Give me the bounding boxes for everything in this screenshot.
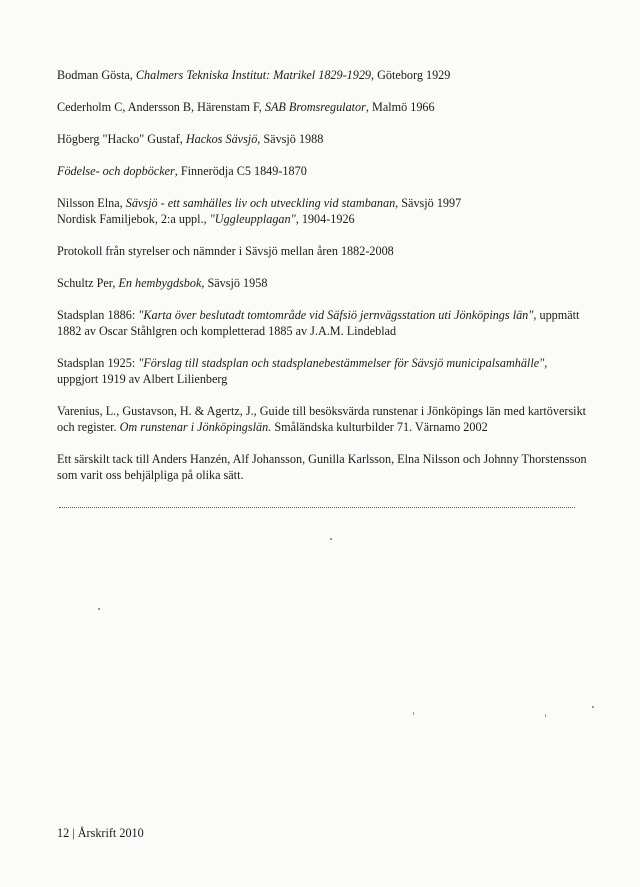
reference-text: Cederholm C, Andersson B, Härenstam F, [57, 100, 265, 114]
reference-text: , Malmö 1966 [365, 100, 435, 114]
reference-list [57, 67, 587, 483]
reference-text: , Sävsjö 1958 [201, 276, 268, 290]
reference-title: En hembygdsbok [118, 276, 202, 290]
reference-entry [57, 211, 587, 227]
reference-title: "Karta över beslutadt tomtområde vid Säfsiö jernvägsstation uti Jönköpings län" [138, 308, 534, 322]
scan-speck [592, 706, 594, 708]
reference-text: , 1904-1926 [295, 212, 355, 226]
reference-text: Stadsplan 1925: [57, 356, 139, 370]
page-footer: 12 | Årskrift 2010 [57, 826, 144, 840]
reference-text: Nordisk Familjebok, 2:a uppl., [57, 212, 210, 226]
reference-text: Småländska kulturbilder 71. Värnamo 2002 [271, 420, 488, 434]
scan-speck [98, 608, 100, 610]
reference-text: Varenius, L., Gustavson, H. & Agertz, J., Guide till besöksvärda runstenar i Jönköpings län med kartöversikt och register. [57, 404, 587, 434]
reference-entry [57, 67, 587, 83]
reference-text: Högberg "Hacko" Gustaf, [57, 132, 186, 146]
reference-entry [57, 307, 587, 339]
reference-entry [57, 243, 587, 259]
reference-text: Protokoll från styrelser och nämnder i Sävsjö mellan åren 1882-2008 [57, 244, 394, 258]
reference-text: , Göteborg 1929 [371, 68, 451, 82]
scan-speck [330, 538, 332, 540]
reference-entry [57, 451, 587, 483]
reference-title: Sävsjö - ett samhälles liv och utveckling vid stambanan [125, 196, 396, 210]
reference-text: Bodman Gösta, [57, 68, 136, 82]
reference-text: , uppgjort 1919 av Albert Lilienberg [57, 356, 548, 386]
reference-entry [57, 163, 587, 179]
reference-title: SAB Bromsregulator [264, 100, 366, 114]
reference-text: , uppmätt 1882 av Oscar Ståhlgren och kompletterad 1885 av J.A.M. Lindeblad [57, 308, 580, 338]
reference-text: Ett särskilt tack till Anders Hanzén, Alf Johansson, Gunilla Karlsson, Elna Nilsson och Johnny Thorstensson som varit oss behjälpliga på olika sätt. [57, 452, 587, 482]
scan-speck [413, 712, 414, 715]
reference-text: Schultz Per, [57, 276, 119, 290]
dotted-divider [59, 507, 575, 508]
reference-title: Hackos Sävsjö [185, 132, 258, 146]
scan-speck [545, 714, 546, 717]
reference-entry [57, 131, 587, 147]
reference-text: , Finnerödja C5 1849-1870 [174, 164, 307, 178]
reference-text: , Sävsjö 1988 [257, 132, 324, 146]
reference-text: Stadsplan 1886: [57, 308, 139, 322]
reference-text: , Sävsjö 1997 [395, 196, 462, 210]
reference-entry [57, 355, 587, 387]
reference-title: Chalmers Tekniska Institut: Matrikel 1829-1929 [135, 68, 372, 82]
reference-entry [57, 195, 587, 211]
reference-title: "Uggleupplagan" [209, 212, 296, 226]
reference-title: "Förslag till stadsplan och stadsplanebestämmelser för Sävsjö municipalsamhälle" [138, 356, 545, 370]
reference-entry [57, 99, 587, 115]
reference-entry [57, 275, 587, 291]
reference-entry [57, 403, 587, 435]
reference-title: Födelse- och dopböcker [57, 164, 175, 178]
reference-title: Om runstenar i Jönköpingslän. [119, 420, 272, 434]
reference-text: Nilsson Elna, [57, 196, 126, 210]
